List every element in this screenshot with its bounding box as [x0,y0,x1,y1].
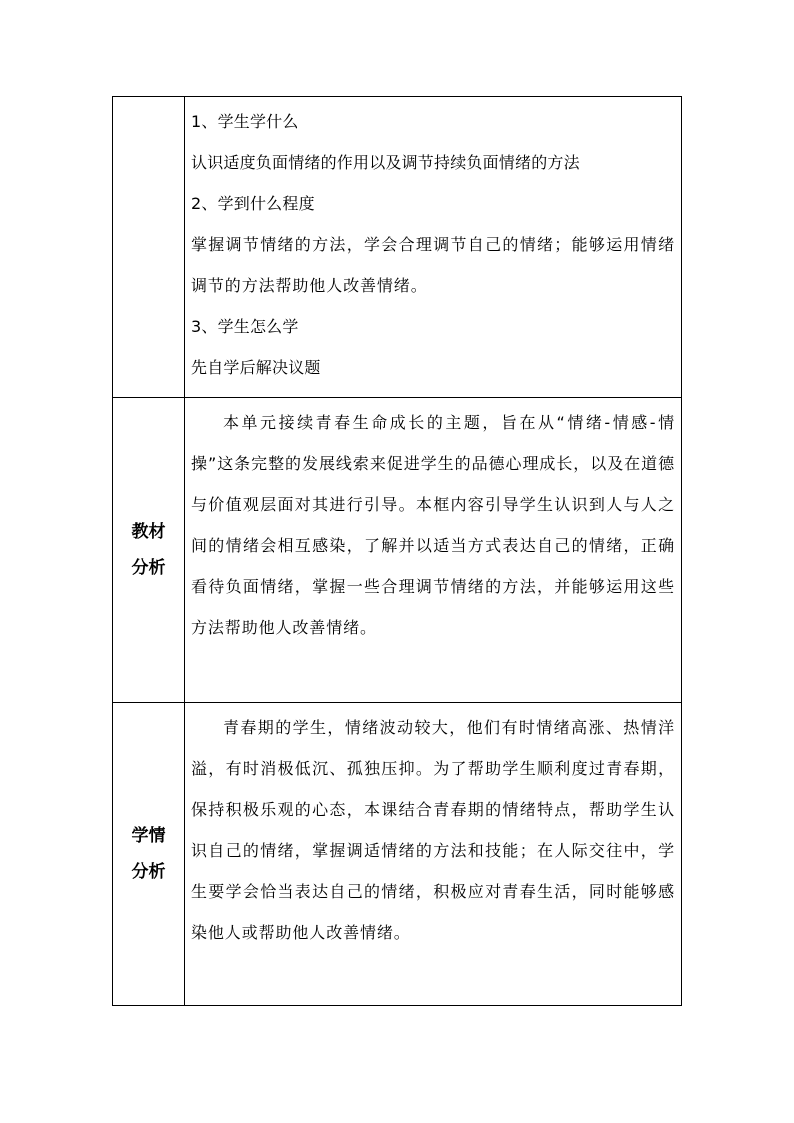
learning-goals-cell [185,97,682,398]
goal-text-1: 认识适度负面情绪的作用以及调节持续负面情绪的方法 [191,153,580,172]
goal-heading-3: 3、学生怎么学 [191,317,299,336]
textbook-analysis-text: 本单元接续青春生命成长的主题，旨在从“情绪-情感-情操”这条完整的发展线索来促进学生的品德心理成长，以及在道德与价值观层面对其进行引导。本框内容引导学生认识到人与人之间的情绪会相互感染，了解并以适当方式表达自己的情绪，正确看待负面情绪，掌握一些合理调节情绪的方法，并能够运用这些方法帮助他人改善情绪。 [191,413,675,637]
table-row-student-analysis [113,703,682,1006]
table-row-learning-goals [113,97,682,398]
textbook-analysis-cell [185,398,682,703]
student-analysis-text: 青春期的学生，情绪波动较大，他们有时情绪高涨、热情洋溢，有时消极低沉、孤独压抑。为了帮助学生顺利度过青春期，保持积极乐观的心态，本课结合青春期的情绪特点，帮助学生认识自己的情绪，掌握调适情绪的方法和技能；在人际交往中，学生要学会恰当表达自己的情绪，积极应对青春生活，同时能够感染他人或帮助他人改善情绪。 [191,718,675,942]
goal-text-3: 先自学后解决议题 [191,358,321,377]
table-row-textbook-analysis [113,398,682,703]
student-analysis-label-cell [113,703,185,1006]
textbook-analysis-label-cell [113,398,185,703]
student-analysis-cell [185,703,682,1006]
goal-heading-2: 2、学到什么程度 [191,194,315,213]
row-label-cell-empty [113,97,185,398]
student-analysis-label: 学情分析 [131,826,166,882]
lesson-plan-table [112,96,682,1006]
goal-heading-1: 1、学生学什么 [191,112,299,131]
textbook-analysis-label: 教材分析 [131,522,166,578]
goal-text-2: 掌握调节情绪的方法，学会合理调节自己的情绪；能够运用情绪调节的方法帮助他人改善情绪。 [191,235,675,295]
